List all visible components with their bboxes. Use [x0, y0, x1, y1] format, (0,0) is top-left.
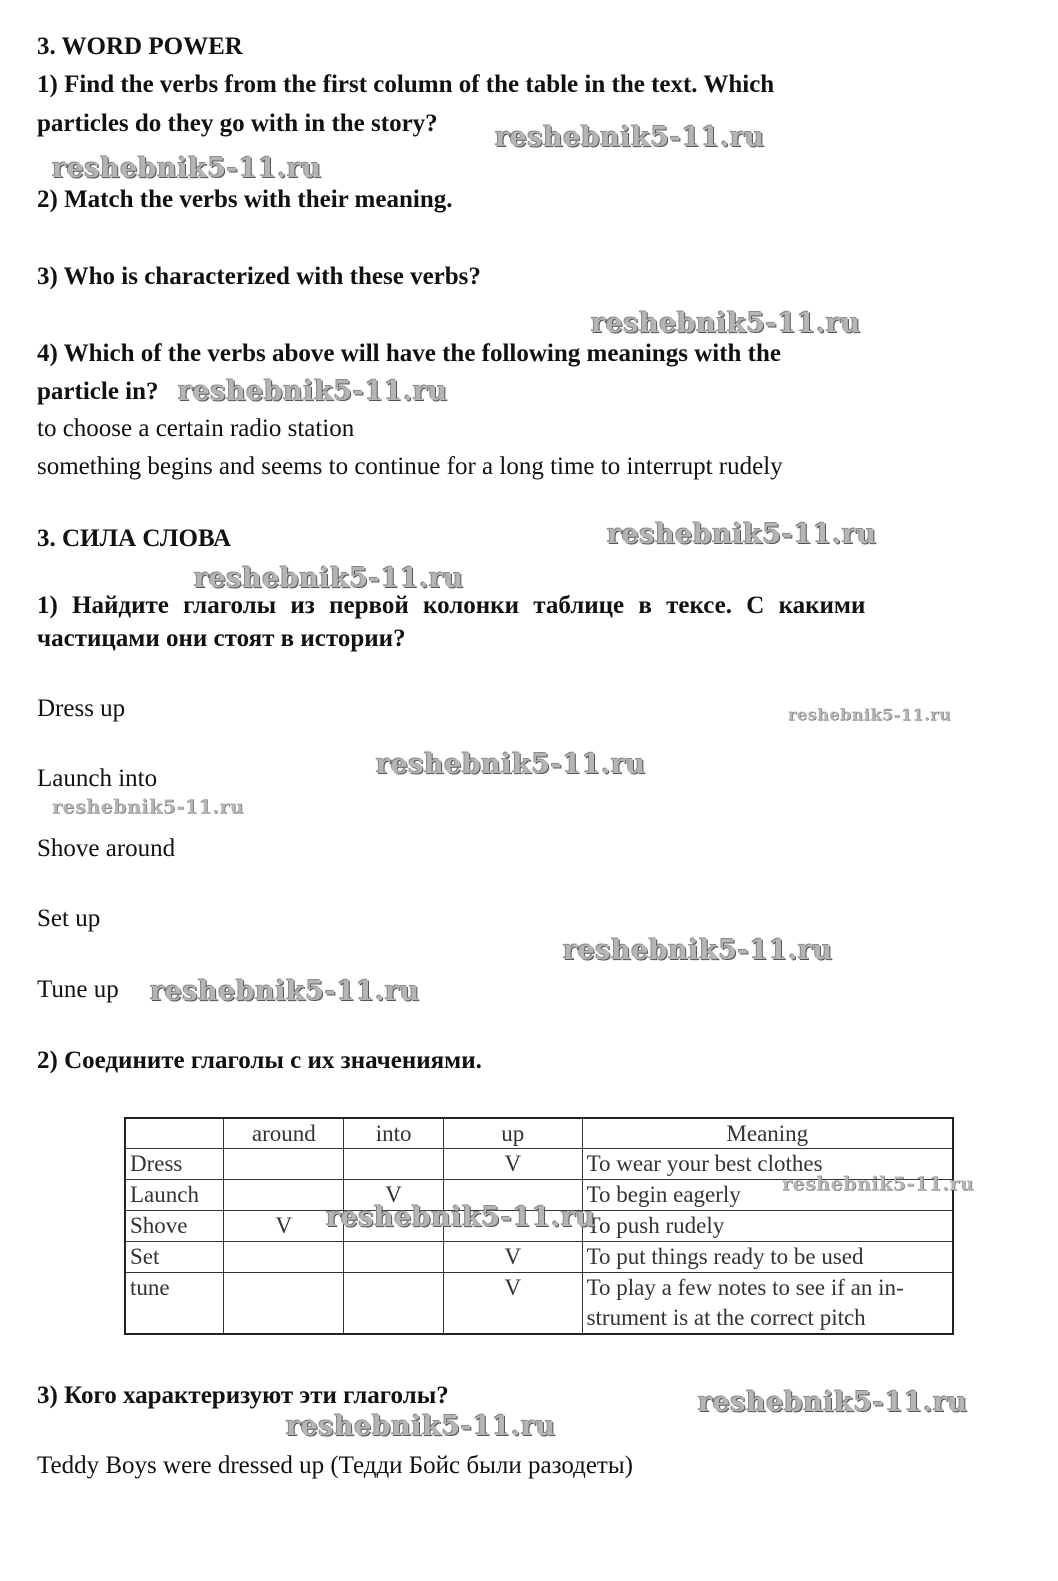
table-header-cell: into: [344, 1118, 444, 1149]
verb-item: Launch into: [37, 765, 158, 792]
meaning-line-1: to choose a certain radio station: [37, 415, 355, 442]
heading-sila-slova: 3. СИЛА СЛОВА: [37, 525, 232, 552]
verb-item: Tune up: [37, 976, 119, 1003]
meaning-cell: To begin eagerly: [582, 1180, 953, 1211]
watermark: reshebnik5-11.ru: [788, 705, 952, 724]
into-cell: [344, 1242, 444, 1273]
up-cell: V: [444, 1242, 583, 1273]
question-4-line-2: particle in?: [37, 378, 159, 405]
answer-3: Teddy Boys were dressed up (Тедди Бойс были разодеты): [37, 1452, 633, 1479]
table-header-cell: Meaning: [582, 1118, 953, 1149]
table-header-cell: around: [224, 1118, 344, 1149]
meaning-cell: To push rudely: [582, 1211, 953, 1242]
question-2: 2) Match the verbs with their meaning.: [37, 186, 453, 213]
watermark: reshebnik5-11.ru: [563, 935, 833, 966]
meaning-cell: To play a few notes to see if an in-: [582, 1273, 953, 1304]
table-row: [125, 1242, 953, 1273]
question-3: 3) Who is characterized with these verbs?: [37, 263, 481, 290]
around-cell: [224, 1273, 344, 1335]
meaning-cell: strument is at the correct pitch: [582, 1303, 953, 1334]
table-header-cell: [125, 1118, 224, 1149]
up-cell: V: [444, 1273, 583, 1335]
heading-word-power: 3. WORD POWER: [37, 33, 243, 60]
into-cell: [344, 1273, 444, 1335]
verb-item: Set up: [37, 905, 101, 932]
table-row: [125, 1273, 953, 1304]
watermark: reshebnik5-11.ru: [52, 153, 322, 184]
question-1-line-1: 1) Find the verbs from the first column of the table in the text. Which: [37, 71, 775, 98]
watermark: reshebnik5-11.ru: [52, 796, 245, 818]
ru-question-3: 3) Кого характеризуют эти глаголы?: [37, 1382, 449, 1409]
watermark: reshebnik5-11.ru: [326, 1202, 596, 1233]
verb-item: Shove around: [37, 835, 176, 862]
around-cell: V: [224, 1211, 344, 1242]
verb-cell: Set: [125, 1242, 224, 1273]
watermark: reshebnik5-11.ru: [376, 749, 646, 780]
verb-cell: Launch: [125, 1180, 224, 1211]
watermark: reshebnik5-11.ru: [194, 563, 464, 594]
around-cell: [224, 1149, 344, 1180]
watermark: reshebnik5-11.ru: [495, 122, 765, 153]
verb-item: Dress up: [37, 695, 126, 722]
question-4-line-1: 4) Which of the verbs above will have the following meanings with the: [37, 340, 781, 367]
meaning-cell: To wear your best clothes: [582, 1149, 953, 1180]
verb-cell: Shove: [125, 1211, 224, 1242]
around-cell: [224, 1242, 344, 1273]
meaning-cell: To put things ready to be used: [582, 1242, 953, 1273]
watermark: reshebnik5-11.ru: [286, 1411, 556, 1442]
ru-question-1-line-1-text: 1) Найдите глаголы из первой колонки таблице в тексе. С какими: [37, 592, 866, 619]
watermark: reshebnik5-11.ru: [150, 976, 420, 1007]
verb-cell: Dress: [125, 1149, 224, 1180]
table-header-row: [125, 1118, 953, 1149]
ru-question-1-line-1: [37, 592, 958, 620]
ru-question-2: 2) Соедините глаголы с их значениями.: [37, 1047, 482, 1074]
watermark: reshebnik5-11.ru: [782, 1173, 975, 1195]
ru-question-1-line-2: частицами они стоят в истории?: [37, 625, 406, 652]
up-cell: V: [444, 1149, 583, 1180]
watermark: reshebnik5-11.ru: [591, 308, 861, 339]
table-header-cell: up: [444, 1118, 583, 1149]
into-cell: [344, 1149, 444, 1180]
meaning-line-2: something begins and seems to continue for a long time to interrupt rudely: [37, 453, 783, 480]
into-cell: V: [344, 1180, 444, 1211]
verb-cell: tune: [125, 1273, 224, 1335]
question-1-line-2: particles do they go with in the story?: [37, 110, 438, 137]
watermark: reshebnik5-11.ru: [178, 376, 448, 407]
watermark: reshebnik5-11.ru: [698, 1387, 968, 1418]
watermark: reshebnik5-11.ru: [607, 519, 877, 550]
